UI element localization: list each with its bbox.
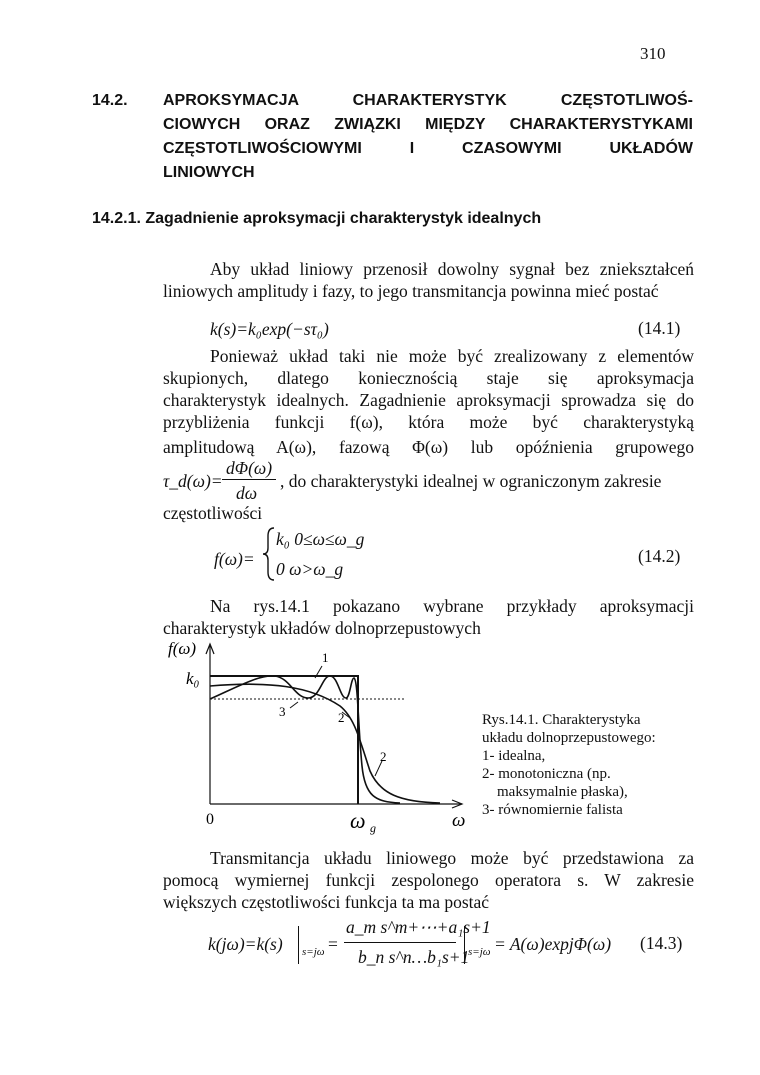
tau-text: , do charakterystyki idealnej w ograniczonym zakresie xyxy=(280,471,662,491)
curve-label-2a: 2 xyxy=(338,710,345,725)
label-3-pointer xyxy=(290,702,298,708)
equation-14-2-number: (14.2) xyxy=(638,546,681,566)
curve-label-2b: 2 xyxy=(380,749,387,764)
curve-label-3: 3 xyxy=(279,704,286,719)
paragraph-4-line-1: Transmitancja układu liniowego może być przedstawiona za xyxy=(210,848,694,868)
paragraph-2-line-2: skupionych, dlatego koniecznością staje się aproksymacja xyxy=(163,368,694,388)
equation-14-3-rhs: = A(ω)expjΦ(ω) xyxy=(494,934,612,954)
equals-sign: = xyxy=(328,934,338,954)
omega-axis-label: ω xyxy=(452,810,466,831)
paragraph-2-line-5: amplitudową A(ω), fazową Φ(ω) lub opóźnienia grupowego xyxy=(163,437,694,457)
k0-label: k₀ xyxy=(186,669,200,688)
caption-line-6: 3- równomiernie falista xyxy=(482,802,623,818)
section-title-line-4: LINIOWYCH xyxy=(163,164,255,181)
equation-14-2-case-1: k₀ 0≤ω≤ω_g xyxy=(276,529,365,549)
equation-14-2-lhs: f(ω)= xyxy=(214,549,255,569)
caption-line-2: układu dolnoprzepustowego: xyxy=(482,730,656,746)
wg-subscript: g xyxy=(370,821,376,835)
curve-3-equiripple xyxy=(210,676,400,803)
equation-14-1: k(s)=k₀exp(−sτ₀) xyxy=(210,319,329,339)
origin-label: 0 xyxy=(206,811,214,828)
caption-line-1: Rys.14.1. Charakterystyka xyxy=(482,712,641,728)
tau-lhs: τ_d(ω)= xyxy=(163,471,223,491)
equation-14-3-fraction-bar xyxy=(344,942,456,943)
tau-numerator: dΦ(ω) xyxy=(226,458,273,478)
brace-icon xyxy=(262,526,276,582)
curve-1-ideal xyxy=(210,676,358,804)
equation-14-3-denominator: b_n s^n…b₁s+1 xyxy=(358,947,470,967)
subsection-title: 14.2.1. Zagadnienie aproksymacji charakterystyk idealnych xyxy=(92,210,542,227)
eval-sub-2: s=jω xyxy=(468,946,491,958)
paragraph-4-line-2: pomocą wymiernej funkcji zespolonego operatora s. W zakresie xyxy=(163,870,694,890)
eval-sub-1: s=jω xyxy=(302,946,325,958)
tau-denominator: dω xyxy=(236,483,258,503)
caption-line-3: 1- idealna, xyxy=(482,748,546,764)
curve-label-1: 1 xyxy=(322,650,329,665)
page-number: 310 xyxy=(640,44,666,63)
equation-14-3-number: (14.3) xyxy=(640,933,683,953)
equation-14-3-numerator: a_m s^m+⋯+a₁s+1 xyxy=(346,917,491,937)
equation-14-2-case-2: 0 ω>ω_g xyxy=(276,559,344,579)
equation-14-3-lhs: k(jω)=k(s) xyxy=(208,934,283,954)
paragraph-3-line-1: Na rys.14.1 pokazano wybrane przykłady aproksymacji xyxy=(210,596,694,616)
y-axis-label: f(ω) xyxy=(168,639,197,658)
lowpass-figure xyxy=(150,636,480,836)
caption-line-5: maksymalnie płaska), xyxy=(482,784,628,800)
equation-14-1-number: (14.1) xyxy=(638,318,681,338)
section-title-line-1: APROKSYMACJA CHARAKTERYSTYK CZĘSTOTLIWOŚ- xyxy=(163,92,693,109)
paragraph-2-line-4: przybliżenia funkcji f(ω), która może być charakterystyką xyxy=(163,412,694,432)
paragraph-3-line-2: charakterystyk układów dolnoprzepustowych xyxy=(163,618,481,638)
eval-bar-2 xyxy=(464,926,465,964)
caption-line-4: 2- monotoniczna (np. xyxy=(482,766,611,782)
tau-fraction-bar xyxy=(222,479,276,480)
section-title-line-2: CIOWYCH ORAZ ZWIĄZKI MIĘDZY CHARAKTERYSTYKAMI xyxy=(163,116,693,133)
paragraph-4-line-3: większych częstotliwości funkcja ta ma postać xyxy=(163,892,490,912)
paragraph-2-line-3: charakterystyk idealnych. Zagadnienie aproksymacji sprowadza się do xyxy=(163,390,694,410)
paragraph-1-line-2: liniowych amplitudy i fazy, to jego transmitancja powinna mieć postać xyxy=(163,281,659,301)
after-tau-line: częstotliwości xyxy=(163,503,263,523)
section-number: 14.2. xyxy=(92,92,128,109)
eval-bar-1 xyxy=(298,926,299,964)
section-title-line-3: CZĘSTOTLIWOŚCIOWYMI I CZASOWYMI UKŁADÓW xyxy=(163,140,693,157)
wg-label: ω xyxy=(350,808,366,833)
curve-2-monotonic xyxy=(210,684,440,803)
paragraph-2-line-1: Ponieważ układ taki nie może być zrealizowany z elementów xyxy=(210,346,694,366)
paragraph-1-line-1: Aby układ liniowy przenosił dowolny sygnał bez zniekształceń xyxy=(210,259,694,279)
